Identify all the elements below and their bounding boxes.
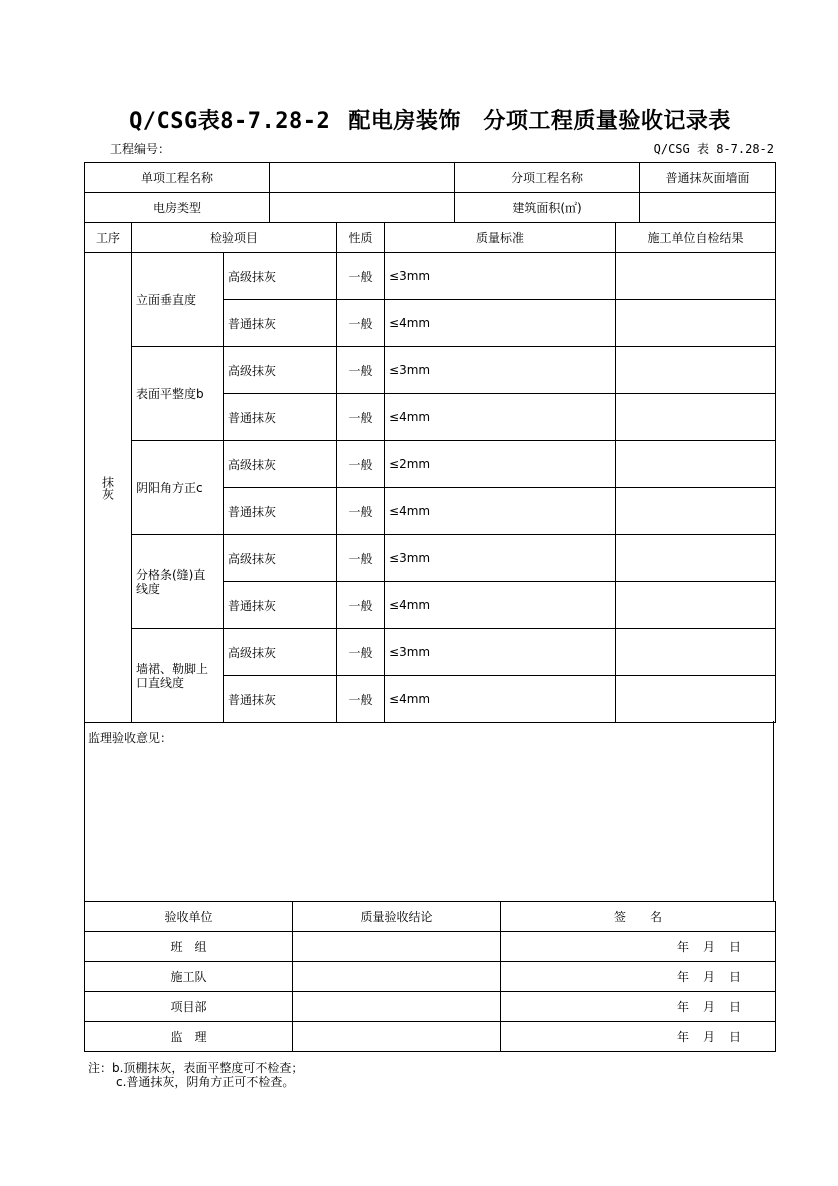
process-name: 抹灰 bbox=[100, 475, 115, 500]
sub-project-value[interactable]: 普通抹灰面墙面 bbox=[640, 163, 776, 193]
nature-cell: 一般 bbox=[337, 535, 385, 582]
category-cell: 阴阳角方正c bbox=[132, 441, 224, 535]
nature-cell: 一般 bbox=[337, 676, 385, 723]
category-cell: 墙裙、勒脚上口直线度 bbox=[132, 629, 224, 723]
result-cell[interactable] bbox=[616, 253, 776, 300]
standard-cell: ≤3mm bbox=[385, 253, 616, 300]
grade-cell: 高级抹灰 bbox=[224, 253, 337, 300]
result-cell[interactable] bbox=[616, 300, 776, 347]
result-cell[interactable] bbox=[616, 582, 776, 629]
standard-cell: ≤4mm bbox=[385, 676, 616, 723]
standard-cell: ≤4mm bbox=[385, 488, 616, 535]
footnotes bbox=[88, 1061, 303, 1089]
supervision-opinion-label: 监理验收意见： bbox=[88, 731, 173, 745]
acceptance-unit-header: 验收单位 bbox=[85, 902, 293, 932]
header-process: 工序 bbox=[85, 223, 132, 253]
category-cell: 立面垂直度 bbox=[132, 253, 224, 347]
project-info-table bbox=[84, 162, 776, 223]
acceptance-table bbox=[84, 901, 776, 1052]
acceptance-conclusion[interactable] bbox=[293, 962, 501, 992]
acceptance-unit: 施工队 bbox=[85, 962, 293, 992]
acceptance-conclusion[interactable] bbox=[293, 1022, 501, 1052]
grade-cell: 普通抹灰 bbox=[224, 582, 337, 629]
nature-cell: 一般 bbox=[337, 300, 385, 347]
result-cell[interactable] bbox=[616, 441, 776, 488]
date-day: 日 bbox=[728, 1000, 741, 1014]
nature-cell: 一般 bbox=[337, 582, 385, 629]
project-no-label: 工程编号： bbox=[110, 142, 171, 156]
acceptance-conclusion[interactable] bbox=[293, 992, 501, 1022]
standard-cell: ≤2mm bbox=[385, 441, 616, 488]
date-month: 月 bbox=[702, 940, 715, 954]
header-standard: 质量标准 bbox=[385, 223, 616, 253]
header-nature: 性质 bbox=[337, 223, 385, 253]
standard-cell: ≤3mm bbox=[385, 347, 616, 394]
acceptance-signature-header: 签 名 bbox=[501, 902, 776, 932]
result-cell[interactable] bbox=[616, 347, 776, 394]
signature-date-cell[interactable] bbox=[501, 962, 776, 992]
acceptance-unit: 监 理 bbox=[85, 1022, 293, 1052]
footnote-b: 注：b.顶棚抹灰，表面平整度可不检查； bbox=[88, 1061, 304, 1075]
grade-cell: 高级抹灰 bbox=[224, 629, 337, 676]
nature-cell: 一般 bbox=[337, 488, 385, 535]
nature-cell: 一般 bbox=[337, 253, 385, 300]
grade-cell: 普通抹灰 bbox=[224, 394, 337, 441]
standard-cell: ≤3mm bbox=[385, 629, 616, 676]
acceptance-unit: 项目部 bbox=[85, 992, 293, 1022]
nature-cell: 一般 bbox=[337, 394, 385, 441]
standard-cell: ≤3mm bbox=[385, 535, 616, 582]
result-cell[interactable] bbox=[616, 535, 776, 582]
date-month: 月 bbox=[702, 1030, 715, 1044]
nature-cell: 一般 bbox=[337, 347, 385, 394]
form-code: Q/CSG 表 8-7.28-2 bbox=[653, 142, 774, 156]
date-year: 年 bbox=[676, 970, 689, 984]
result-cell[interactable] bbox=[616, 676, 776, 723]
grade-cell: 普通抹灰 bbox=[224, 676, 337, 723]
supervision-opinion-area[interactable] bbox=[84, 721, 774, 901]
standard-cell: ≤4mm bbox=[385, 394, 616, 441]
inspection-table bbox=[84, 222, 776, 723]
result-cell[interactable] bbox=[616, 394, 776, 441]
area-value[interactable] bbox=[640, 193, 776, 223]
sub-project-label: 分项工程名称 bbox=[455, 163, 640, 193]
header-result: 施工单位自检结果 bbox=[616, 223, 776, 253]
nature-cell: 一般 bbox=[337, 441, 385, 488]
header-item: 检验项目 bbox=[132, 223, 337, 253]
acceptance-unit: 班 组 bbox=[85, 932, 293, 962]
form-title-name: 配电房装饰 分项工程质量验收记录表 bbox=[348, 109, 731, 134]
date-day: 日 bbox=[728, 970, 741, 984]
standard-cell: ≤4mm bbox=[385, 300, 616, 347]
nature-cell: 一般 bbox=[337, 629, 385, 676]
grade-cell: 高级抹灰 bbox=[224, 535, 337, 582]
date-month: 月 bbox=[702, 970, 715, 984]
date-year: 年 bbox=[676, 1030, 689, 1044]
acceptance-conclusion[interactable] bbox=[293, 932, 501, 962]
footnote-c: c.普通抹灰，阴角方正可不检查。 bbox=[116, 1075, 295, 1089]
result-cell[interactable] bbox=[616, 629, 776, 676]
signature-date-cell[interactable] bbox=[501, 1022, 776, 1052]
grade-cell: 高级抹灰 bbox=[224, 441, 337, 488]
area-label: 建筑面积(㎡) bbox=[455, 193, 640, 223]
standard-cell: ≤4mm bbox=[385, 582, 616, 629]
date-day: 日 bbox=[728, 940, 741, 954]
date-year: 年 bbox=[676, 1000, 689, 1014]
result-cell[interactable] bbox=[616, 488, 776, 535]
signature-date-cell[interactable] bbox=[501, 992, 776, 1022]
form-title-code: Q/CSG表8-7.28-2 bbox=[129, 109, 331, 134]
item-project-value[interactable] bbox=[270, 163, 455, 193]
grade-cell: 普通抹灰 bbox=[224, 488, 337, 535]
room-type-value[interactable] bbox=[270, 193, 455, 223]
item-project-label: 单项工程名称 bbox=[85, 163, 270, 193]
category-cell: 分格条(缝)直线度 bbox=[132, 535, 224, 629]
grade-cell: 高级抹灰 bbox=[224, 347, 337, 394]
acceptance-conclusion-header: 质量验收结论 bbox=[293, 902, 501, 932]
date-month: 月 bbox=[702, 1000, 715, 1014]
process-cell bbox=[85, 253, 132, 723]
room-type-label: 电房类型 bbox=[85, 193, 270, 223]
date-day: 日 bbox=[728, 1030, 741, 1044]
form-title bbox=[85, 104, 775, 135]
grade-cell: 普通抹灰 bbox=[224, 300, 337, 347]
signature-date-cell[interactable] bbox=[501, 932, 776, 962]
category-cell: 表面平整度b bbox=[132, 347, 224, 441]
date-year: 年 bbox=[676, 940, 689, 954]
